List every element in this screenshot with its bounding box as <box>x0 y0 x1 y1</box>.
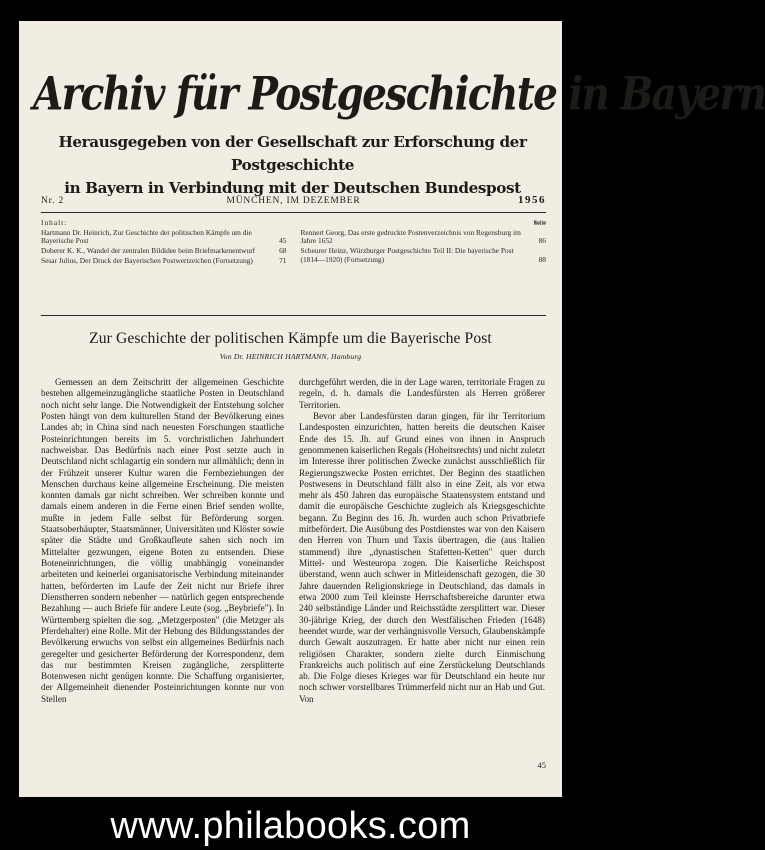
journal-subtitle <box>33 131 552 200</box>
page-number: 45 <box>537 760 546 770</box>
article-byline: Von Dr. HEINRICH HARTMANN, Hamburg <box>219 352 362 361</box>
section-divider <box>41 315 546 316</box>
article-title: Zur Geschichte der politischen Kämpfe um die Bayerische Post <box>89 330 492 347</box>
toc-entry-page: 86 <box>538 236 546 246</box>
toc-entry <box>301 247 547 264</box>
issue-year: 1956 <box>518 194 546 206</box>
toc-entry-page: 71 <box>279 255 287 265</box>
toc-entry-title: Sesar Julius, Der Druck der Bayerischen Postwertzeichen (Fortsetzung) <box>41 255 253 265</box>
toc-entry-page: 88 <box>538 254 546 264</box>
article-column-right <box>299 377 545 723</box>
journal-title: Archiv für Postgeschichte in Bayern <box>33 66 765 122</box>
toc-entry-page: 68 <box>279 245 287 255</box>
article-paragraph: Gemessen an dem Zeitschritt der allgemeinen Geschichte bestehen allgemeinzugängliche staatliche Posten in Deutschland noch nicht sehr lange. Die Notwendigkeit der Entstehung solcher Posten hängt von dem kulturellen Stand der Bevölkerung eines Landes ab; in China sind nach neuesten Forschungen staatliche Posteinrichtungen bereits im 5. vorchristlichen Jahrhundert nachweisbar. Das Bedürfnis nach einer Post setzte auch in Deutschland nicht schlagartig ein sondern nur allmählich; denn in der Frühzeit unserer Kultur waren die Fernbeziehungen der Menschen durchaus keine allgemeine Erscheinung. Die meisten konnten damals gar nicht schreiben. Wer schreiben konnte und damals einem anderen in die Ferne einen Brief senden wollte, mußte in jedem Falle selbst für Beförderung sorgen. Staatsoberhäupter, Staatsmänner, Universitäten und Klöster sowie später die Städte und Großkaufleute sahen sich noch im Mittelalter gezwungen, eigene Boten zu entsenden. Diese Boteneinrichtungen, die völlig unabhängig voneinander arbeiteten und keinerlei organisatorische Verbindung miteinander hatten, beförderten im Laufe der Zeit nicht nur Briefe ihrer Dienstherren sondern nebenher — natürlich gegen entsprechende Bezahlung — auch Briefe für andere Leute (sog. „Beybriefe"). In Württemberg spielten die sog. „Metzgerposten" (die Metzger als Pferdehalter) eine Rolle. Mit der Hebung des Bildungsstandes der Bevölkerung erwuchs von selbst ein allgemeines Bedürfnis nach geregelter und gesicherter Beförderung der Korrespondenz, dem das nur bestimmten Kreisen zugängliche, zersplitterte Botenwesen nicht genügen konnte. Die Schaffung organisierter, der Allgemeinheit dienender Posteinrichtungen konnte nur von Stellen <box>41 377 284 704</box>
toc-label: Inhalt: <box>41 218 68 227</box>
table-of-contents <box>41 219 546 267</box>
toc-right-column <box>301 229 547 267</box>
journal-page <box>19 21 765 797</box>
toc-entry <box>301 229 547 246</box>
toc-entry <box>41 257 287 266</box>
toc-entry-title: Doberer K. K., Wandel der zentralen Bildidee beim Briefmarkenentwurf <box>41 245 256 255</box>
toc-entry <box>41 229 287 246</box>
article-paragraph: durchgeführt werden, die in der Lage waren, territoriale Fragen zu regeln, d. h. damals die Landesfürsten als Herren größerer Territorien. <box>299 377 545 410</box>
toc-entry-title: Hartmann Dr. Heinrich, Zur Geschichte der politischen Kämpfe um die Bayerische Post <box>41 227 252 246</box>
article-paragraph: Bevor aber Landesfürsten daran gingen, für ihr Territorium Landesposten einzurichten, hatten bereits die deutschen Kaiser Ende des 15. Jh. auf Grund eines von ihnen in Anspruch genommenen kaiserlichen Regals (Hoheitsrechts) und nicht zuletzt im Interesse ihrer politischen Zwecke zunächst ausschließlich für Regierungszwecke Posten errichtet. Der Beginn des staatlichen Postwesens in Deutschland fällt also in eine Zeit, als vor etwa mehr als 450 Jahren das europäische Staatensystem entstand und damit die europäische Geschichte zugleich als Kriegsgeschichte begann. Zu Beginn des 16. Jh. wurden auch schon Privatbriefe mitbefördert. Die Ausübung des Postdienstes war von den Kaisern den Herren von Thurn und Taxis übertragen, die (aus Italien stammend) ihre „dynastischen Stafetten-Ketten" quer durch Mittel- und Westeuropa zogen. Die Kaiserliche Reichspost überstand, wenn auch schwer in Mitleidenschaft gezogen, die 30 Jahre dauernden Religionskriege in Deutschland, das damals in etwa 2000 zum Teil kleinste Herrschaftsbereiche darunter etwa 240 selbständige Länder und Reichsstädte zersplittert war. Dieser 30-jährige Krieg, der durch den Westfälischen Frieden (1648) beendet wurde, war der verhängnisvolle Versuch, Glaubenskämpfe durch Gewalt auszutragen. Er hatte aber nicht nur einen rein religiösen Charakter, sondern zielte durch Einmischung Frankreichs auch politisch auf eine Zerstückelung Deutschlands ab. Die Folge dieses Krieges war für Deutschland ein heute nur noch schwer vorstellbares Trümmerfeld nicht nur an Hab und Gut. Von <box>299 410 545 704</box>
article-column-left <box>41 377 284 723</box>
watermark-text: www.philabooks.com <box>110 805 471 847</box>
subtitle-line-1: Herausgegeben von der Gesellschaft zur Erforschung der Postgeschichte <box>58 133 527 174</box>
issue-place-date: MÜNCHEN, IM DEZEMBER <box>226 196 361 206</box>
toc-entry-title: Scheurer Heinz, Würzburger Postgeschichte Teil II: Die bayerische Post (1814—1920) (Fortsetzung) <box>300 245 514 264</box>
toc-page-label: Seite <box>533 219 546 226</box>
subtitle-line-2: in Bayern in Verbindung mit der Deutschen Bundespost <box>64 179 521 197</box>
issue-line <box>41 196 546 213</box>
toc-entry-title: Seite Rennert Georg, Das erste gedruckte Postenverzeichnis von Regensburg im Jahre 1652 <box>300 227 521 246</box>
toc-left-column <box>41 229 287 267</box>
toc-entry-page: 45 <box>279 236 287 246</box>
toc-entry <box>41 247 287 256</box>
issue-number: Nr. 2 <box>41 196 64 206</box>
